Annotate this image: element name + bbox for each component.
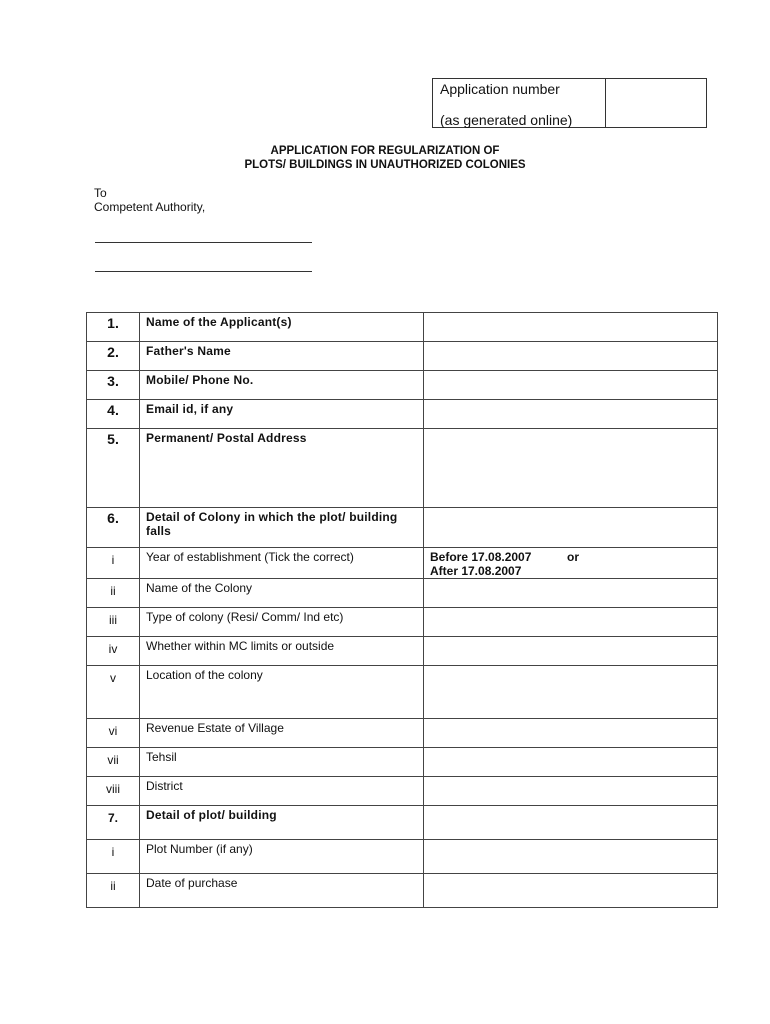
applicant-name-field[interactable] bbox=[424, 313, 718, 342]
row-label: Name of the Colony bbox=[140, 579, 424, 608]
row-label: Whether within MC limits or outside bbox=[140, 637, 424, 666]
table-row bbox=[87, 400, 718, 429]
table-row bbox=[87, 777, 718, 806]
addressee-to: To bbox=[94, 186, 107, 200]
table-row bbox=[87, 806, 718, 840]
row-number: vi bbox=[87, 719, 140, 748]
row-label: Detail of Colony in which the plot/ building falls bbox=[140, 508, 424, 548]
row-number: vii bbox=[87, 748, 140, 777]
father-name-field[interactable] bbox=[424, 342, 718, 371]
row-label: Email id, if any bbox=[140, 400, 424, 429]
form-title-line2: PLOTS/ BUILDINGS IN UNAUTHORIZED COLONIES bbox=[244, 159, 526, 171]
table-row bbox=[87, 313, 718, 342]
row-label: Type of colony (Resi/ Comm/ Ind etc) bbox=[140, 608, 424, 637]
row-number: viii bbox=[87, 777, 140, 806]
phone-field[interactable] bbox=[424, 371, 718, 400]
option-or-text: or bbox=[567, 550, 579, 564]
table-row bbox=[87, 548, 718, 579]
plot-number-field[interactable] bbox=[424, 840, 718, 874]
application-number-label-line1: Application number bbox=[440, 81, 560, 97]
row-label: Permanent/ Postal Address bbox=[140, 429, 424, 508]
row-label: Name of the Applicant(s) bbox=[140, 313, 424, 342]
row-number: 3. bbox=[87, 371, 140, 400]
table-row bbox=[87, 579, 718, 608]
table-row bbox=[87, 508, 718, 548]
table-row bbox=[87, 608, 718, 637]
table-row bbox=[87, 371, 718, 400]
form-title-line1: APPLICATION FOR REGULARIZATION OF bbox=[270, 145, 500, 157]
row-label: Father's Name bbox=[140, 342, 424, 371]
row-label: Plot Number (if any) bbox=[140, 840, 424, 874]
application-number-field[interactable] bbox=[606, 79, 706, 127]
table-row bbox=[87, 666, 718, 719]
option-before-2007[interactable]: Before 17.08.2007 bbox=[430, 550, 532, 564]
row-number: 1. bbox=[87, 313, 140, 342]
row-label: Revenue Estate of Village bbox=[140, 719, 424, 748]
table-row bbox=[87, 429, 718, 508]
application-number-label bbox=[433, 79, 606, 127]
row-label: Year of establishment (Tick the correct) bbox=[140, 548, 424, 579]
table-row bbox=[87, 342, 718, 371]
table-row bbox=[87, 719, 718, 748]
address-blank-line-2[interactable] bbox=[95, 271, 312, 272]
colony-location-field[interactable] bbox=[424, 666, 718, 719]
row-label: District bbox=[140, 777, 424, 806]
row-label: Detail of plot/ building bbox=[140, 806, 424, 840]
postal-address-field[interactable] bbox=[424, 429, 718, 508]
tehsil-field[interactable] bbox=[424, 748, 718, 777]
row-number: v bbox=[87, 666, 140, 719]
table-row bbox=[87, 874, 718, 908]
revenue-estate-field[interactable] bbox=[424, 719, 718, 748]
application-number-box bbox=[432, 78, 707, 128]
address-blank-line-1[interactable] bbox=[95, 242, 312, 243]
table-row bbox=[87, 748, 718, 777]
row-number: 7. bbox=[87, 806, 140, 840]
addressee-authority: Competent Authority, bbox=[94, 200, 206, 214]
row-label: Date of purchase bbox=[140, 874, 424, 908]
plot-detail-field[interactable] bbox=[424, 806, 718, 840]
row-number: 4. bbox=[87, 400, 140, 429]
colony-type-field[interactable] bbox=[424, 608, 718, 637]
table-row bbox=[87, 840, 718, 874]
option-after-2007[interactable]: After 17.08.2007 bbox=[430, 564, 522, 578]
mc-limits-field[interactable] bbox=[424, 637, 718, 666]
year-of-establishment-options bbox=[424, 548, 718, 579]
district-field[interactable] bbox=[424, 777, 718, 806]
row-number: i bbox=[87, 548, 140, 579]
row-label: Tehsil bbox=[140, 748, 424, 777]
row-label: Location of the colony bbox=[140, 666, 424, 719]
row-number: iii bbox=[87, 608, 140, 637]
row-number: iv bbox=[87, 637, 140, 666]
row-number: 6. bbox=[87, 508, 140, 548]
purchase-date-field[interactable] bbox=[424, 874, 718, 908]
email-field[interactable] bbox=[424, 400, 718, 429]
row-label: Mobile/ Phone No. bbox=[140, 371, 424, 400]
colony-name-field[interactable] bbox=[424, 579, 718, 608]
row-number: ii bbox=[87, 579, 140, 608]
application-number-label-line2: (as generated online) bbox=[440, 112, 573, 128]
colony-detail-field[interactable] bbox=[424, 508, 718, 548]
application-form-table bbox=[86, 312, 718, 908]
table-row bbox=[87, 637, 718, 666]
row-number: 2. bbox=[87, 342, 140, 371]
row-number: 5. bbox=[87, 429, 140, 508]
row-number: i bbox=[87, 840, 140, 874]
row-number: ii bbox=[87, 874, 140, 908]
